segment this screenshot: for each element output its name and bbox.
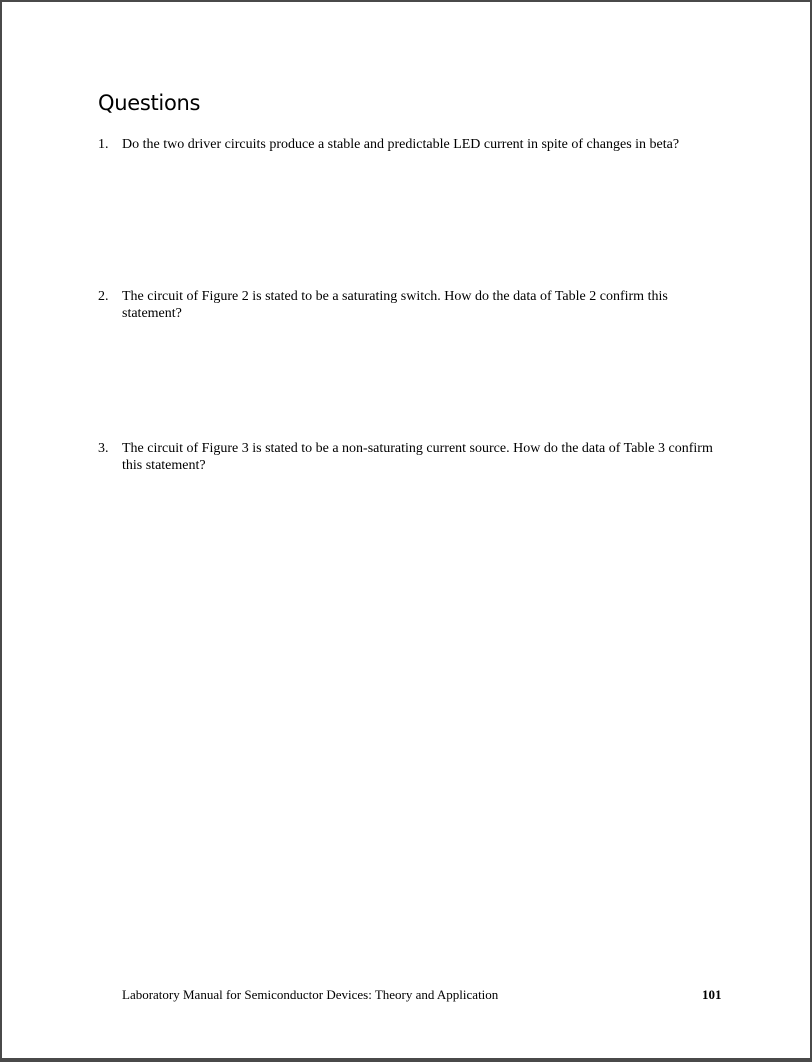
section-heading: Questions — [98, 91, 201, 115]
question-number: 2. — [98, 289, 109, 304]
question-text: The circuit of Figure 3 is stated to be a non-saturating current source. How do the data of Table 3 confirm this statement? — [122, 441, 713, 473]
document-page — [2, 2, 810, 1058]
question-number: 3. — [98, 441, 109, 456]
question-number: 1. — [98, 137, 109, 152]
page-number: 101 — [702, 987, 722, 1002]
question-text: Do the two driver circuits produce a stable and predictable LED current in spite of changes in beta? — [122, 137, 680, 152]
footer-title: Laboratory Manual for Semiconductor Devices: Theory and Application — [122, 987, 499, 1002]
question-item — [98, 289, 718, 322]
question-item — [98, 441, 718, 474]
question-text: The circuit of Figure 2 is stated to be a saturating switch. How do the data of Table 2 confirm this statement? — [122, 289, 668, 321]
question-item — [98, 137, 718, 154]
